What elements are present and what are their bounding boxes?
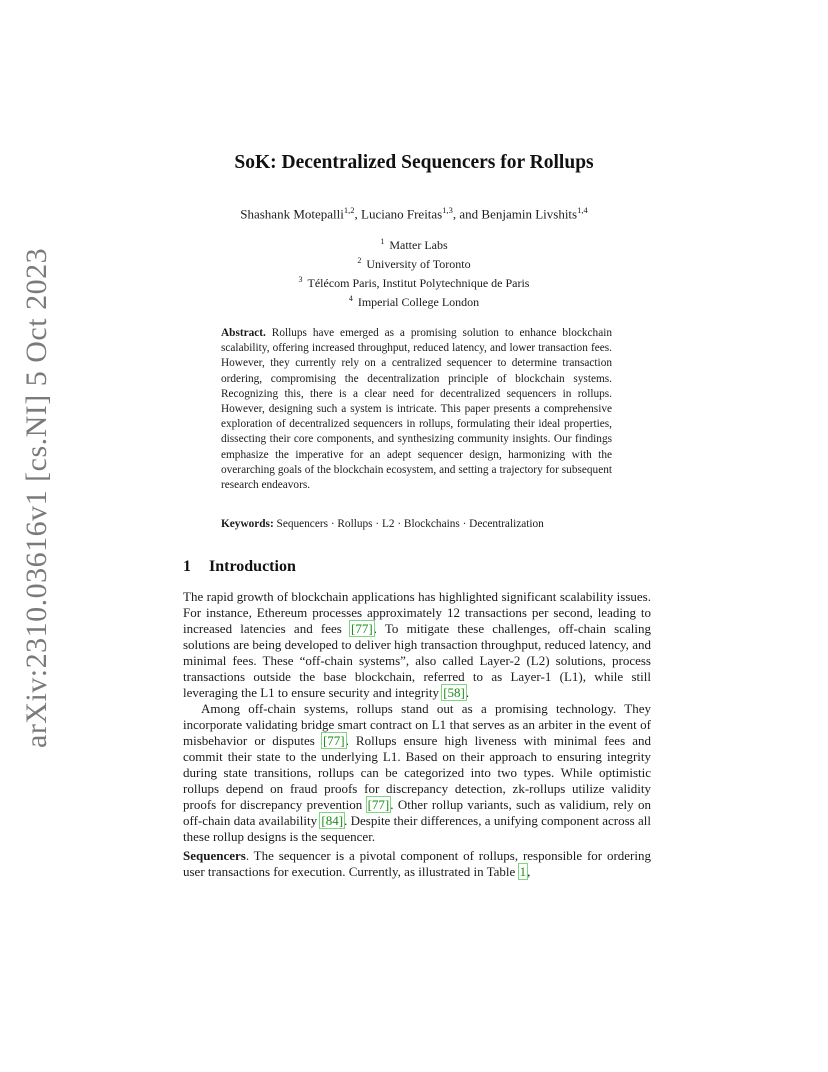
citation-link[interactable]: [77] bbox=[367, 797, 390, 812]
paragraph-text: . Other rollup variants, such as validium, rely on off-chain data availability bbox=[183, 797, 651, 828]
paragraph bbox=[183, 848, 651, 880]
section-title: Introduction bbox=[209, 558, 296, 575]
keywords-text: Sequencers · Rollups · L2 · Blockchains · Decentralization bbox=[276, 518, 544, 530]
abstract-label: Abstract. bbox=[221, 327, 266, 339]
affiliation-name: University of Toronto bbox=[366, 257, 471, 271]
author-list bbox=[0, 205, 828, 222]
affiliation-name: Télécom Paris, Institut Polytechnique de Paris bbox=[307, 276, 530, 290]
affiliation-number: 3 bbox=[298, 275, 303, 284]
paragraph-text: . bbox=[465, 685, 470, 700]
paragraph-run-in-heading: Sequencers bbox=[183, 848, 246, 863]
author-name: Shashank Motepalli bbox=[240, 206, 344, 222]
keywords bbox=[221, 518, 621, 530]
arxiv-id-text: arXiv:2310.03616v1 [cs.NI] 5 Oct 2023 bbox=[20, 247, 53, 748]
section-body bbox=[183, 589, 651, 880]
author-affil-marker: 1,4 bbox=[577, 205, 588, 215]
paragraph-text: Among off-chain systems, rollups stand out as a promising technology. They incorporate validating bridge smart contract on L1 that serves as an arbiter in the event of misbehavior or disputes bbox=[183, 701, 651, 748]
affiliation bbox=[0, 272, 828, 291]
author-affil-marker: 1,3 bbox=[442, 205, 453, 215]
author-name: Benjamin Livshits bbox=[481, 206, 578, 222]
paragraph-text: . The sequencer is a pivotal component of rollups, responsible for ordering user transactions for execution. Currently, as illustrated in Table bbox=[183, 848, 651, 879]
paragraph-text: The rapid growth of blockchain applications has highlighted significant scalability issues. For instance, Ethereum processes approximately 12 transactions per second, leading to increased latencies and fees bbox=[183, 589, 651, 636]
author-separator: , bbox=[354, 206, 362, 222]
keywords-label: Keywords: bbox=[221, 518, 274, 530]
section-number: 1 bbox=[183, 558, 191, 575]
paragraph-text: . To mitigate these challenges, off-chain scaling solutions are being developed to deliver high transaction throughput, reduced latency, and minimal fees. These “off-chain systems”, also called Layer-2 (L2) solutions, process transactions outside the base blockchain, referred to as Layer-1 (L1), while still leveraging the L1 to ensure security and integrity bbox=[183, 621, 651, 700]
paragraph-text: , bbox=[527, 864, 531, 879]
table-reference-link[interactable]: 1 bbox=[519, 864, 527, 879]
author-name: Luciano Freitas bbox=[361, 206, 443, 222]
paragraph-text: . Despite their differences, a unifying component across all these rollup designs is the sequencer. bbox=[183, 813, 651, 844]
paragraph bbox=[183, 589, 651, 701]
paragraph bbox=[183, 701, 651, 845]
affiliation-number: 4 bbox=[348, 294, 353, 303]
affiliation-list bbox=[0, 234, 828, 310]
citation-link[interactable]: [77] bbox=[322, 733, 345, 748]
affiliation-name: Matter Labs bbox=[389, 238, 448, 252]
citation-link[interactable]: [84] bbox=[321, 813, 344, 828]
author-affil-marker: 1,2 bbox=[343, 205, 355, 215]
affiliation bbox=[0, 234, 828, 253]
abstract bbox=[221, 326, 612, 493]
affiliation-number: 2 bbox=[357, 256, 362, 265]
paper-title: SoK: Decentralized Sequencers for Rollups bbox=[234, 152, 594, 173]
affiliation-number: 1 bbox=[380, 237, 385, 246]
affiliation bbox=[0, 253, 828, 272]
paragraph-text: . Rollups ensure high liveness with minimal fees and commit their state to the underlying L1. Based on their approach to ensuring integrity during state transitions, rollups can be categorized into two types. While optimistic rollups depend on fraud proofs for discrepancy detection, zk-rollups utilize validity proofs for discrepancy prevention bbox=[183, 733, 651, 812]
citation-link[interactable]: [58] bbox=[443, 685, 465, 700]
abstract-text: Rollups have emerged as a promising solution to enhance blockchain scalability, offering increased throughput, reduced latency, and lower transaction fees. However, they currently rely on a centralized sequencer to determine transaction ordering, compromising the decentralization principle of blockchain systems. Recognizing this, there is a clear need for decentralized sequencers in rollups. However, designing such a system is intricate. This paper presents a comprehensive exploration of decentralized sequencers in rollups, formulating their ideal properties, dissecting their core components, and synthesizing community insights. Our findings emphasize the imperative for an adept sequencer design, harmonizing with the overarching goals of the blockchain ecosystem, and setting a trajectory for subsequent research endeavors. bbox=[221, 327, 612, 492]
section-heading bbox=[183, 558, 296, 576]
affiliation-name: Imperial College London bbox=[357, 295, 480, 309]
author-separator: , and bbox=[452, 206, 482, 222]
citation-link[interactable]: [77] bbox=[351, 621, 373, 636]
affiliation bbox=[0, 291, 828, 310]
arxiv-sidebar-stamp bbox=[20, 247, 60, 748]
